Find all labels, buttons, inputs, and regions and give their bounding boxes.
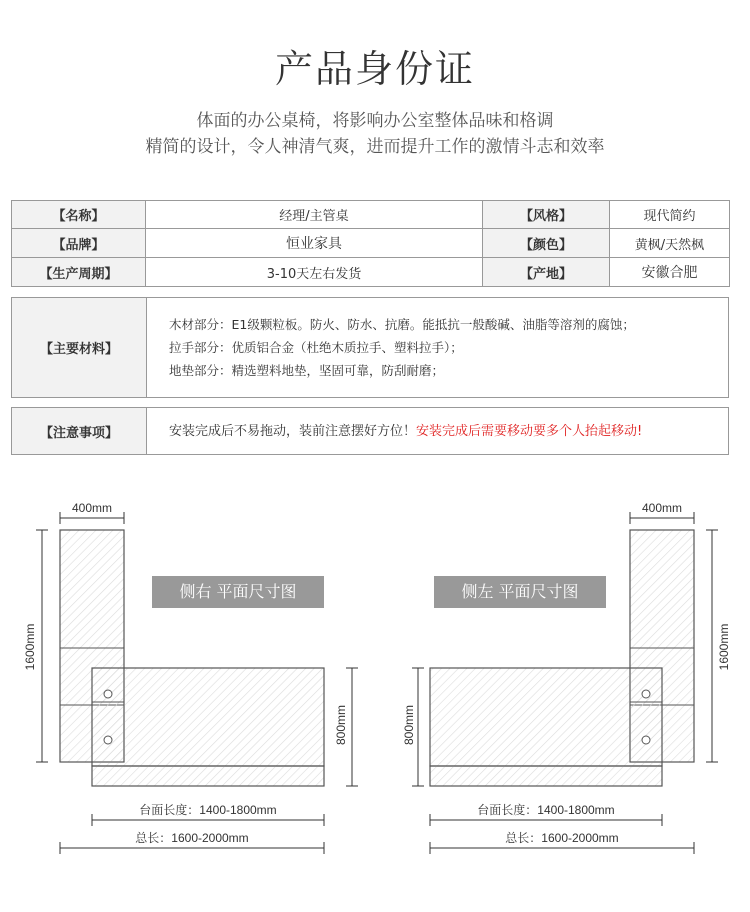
origin-value: 安徽合肥 (610, 258, 730, 287)
spec-row (12, 258, 730, 287)
origin-label: 【产地】 (483, 258, 610, 287)
style-value: 现代简约 (610, 201, 730, 229)
diagram-caption-left: 侧左 平面尺寸图 (434, 576, 606, 608)
dim-desk-depth: 800mm (334, 705, 348, 746)
diagram-caption-right: 侧右 平面尺寸图 (152, 576, 324, 608)
cycle-label: 【生产周期】 (12, 258, 146, 287)
cycle-value: 3-10天左右发货 (146, 258, 483, 287)
desk-top-outline (430, 668, 662, 766)
notice-label: 【注意事项】 (12, 408, 147, 454)
handle-icon (642, 690, 650, 698)
dim-width-top: 400mm (641, 501, 682, 515)
handle-icon (642, 736, 650, 744)
notice-body (147, 408, 728, 454)
materials-line: 地垫部分：精选塑料地垫，坚固可靠，防刮耐磨； (169, 363, 445, 378)
handle-icon (104, 736, 112, 744)
dim-height-side: 1600mm (23, 623, 37, 671)
materials-line: 木材部分：E1级颗粒板。防火、防水、抗磨。能抵抗一般酸碱、油脂等溶剂的腐蚀； (169, 317, 635, 332)
spec-table (11, 200, 730, 287)
notice-text: 安装完成后不易拖动，装前注意摆好方位！ (169, 423, 417, 439)
handle-icon (104, 690, 112, 698)
name-label: 【名称】 (12, 201, 146, 229)
name-value: 经理/主管桌 (146, 201, 483, 229)
page-title: 产品身份证 (274, 47, 475, 91)
desk-top-outline (92, 668, 324, 766)
brand-value: 恒业家具 (146, 229, 483, 258)
color-label: 【颜色】 (483, 229, 610, 258)
dim-total-length: 总长：1600-2000mm (135, 831, 249, 845)
dim-width-top: 400mm (71, 501, 112, 515)
materials-label: 【主要材料】 (12, 298, 147, 397)
spec-row (12, 201, 730, 229)
dim-top-length: 台面长度：1400-1800mm (477, 803, 615, 817)
materials-line: 拉手部分：优质铝合金（杜绝木质拉手、塑料拉手）； (169, 340, 463, 355)
style-label: 【风格】 (483, 201, 610, 229)
dim-height-side: 1600mm (717, 623, 731, 671)
dim-total-length: 总长：1600-2000mm (505, 831, 619, 845)
notice-warning: 安装完成后需要移动要多个人抬起移动! (416, 423, 643, 439)
notice-box (11, 407, 729, 455)
dim-desk-depth: 800mm (402, 705, 416, 746)
dim-top-length: 台面长度：1400-1800mm (139, 803, 277, 817)
brand-label: 【品牌】 (12, 229, 146, 258)
slogan-line-1: 体面的办公桌椅，将影响办公室整体品味和格调 (196, 111, 554, 131)
spec-row (12, 229, 730, 258)
materials-body (147, 298, 728, 397)
color-value: 黄枫/天然枫 (610, 229, 730, 258)
materials-box (11, 297, 729, 398)
slogan-line-2: 精简的设计，令人神清气爽，进而提升工作的激情斗志和效率 (145, 137, 605, 157)
